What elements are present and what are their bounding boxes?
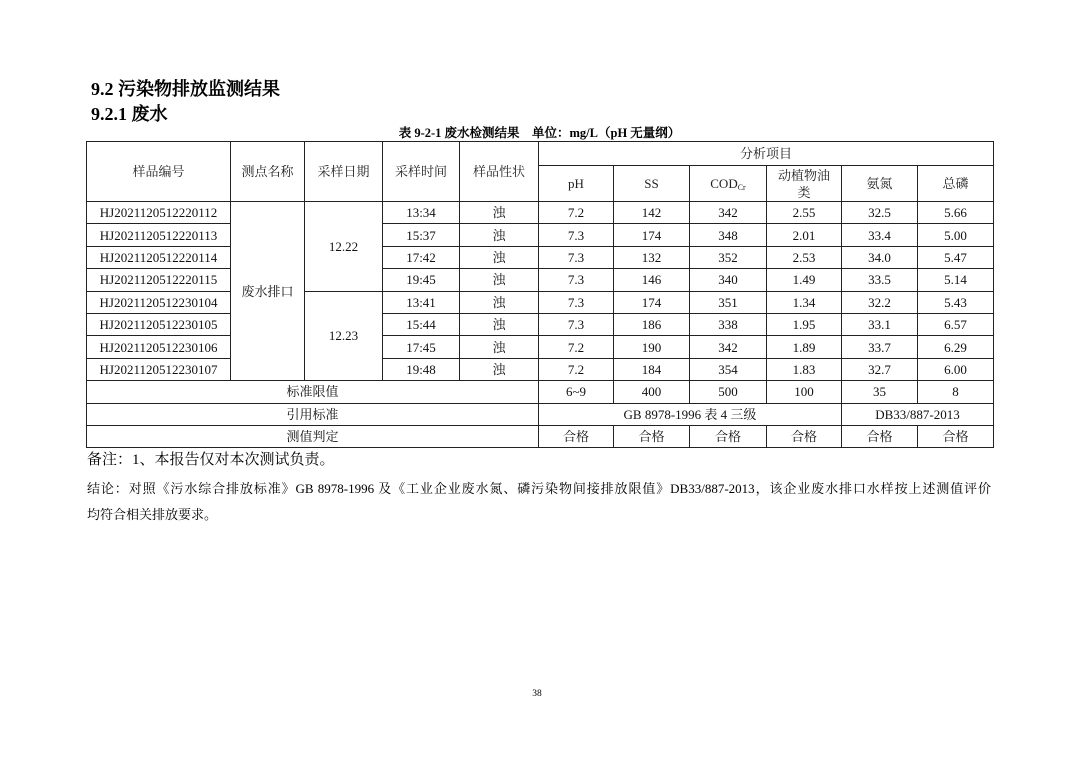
cell-phosphorus: 5.14 (918, 269, 994, 291)
cell-cod: 338 (690, 313, 767, 335)
cell-appearance: 浊 (460, 269, 539, 291)
limit-oil: 100 (767, 381, 842, 403)
cell-sample-id: HJ2021120512230107 (87, 358, 231, 380)
cell-ss: 132 (614, 246, 690, 268)
cell-ss: 184 (614, 358, 690, 380)
cell-date: 12.23 (305, 291, 383, 381)
cell-ss: 174 (614, 291, 690, 313)
cell-time: 15:37 (383, 224, 460, 246)
cell-ph: 7.3 (539, 291, 614, 313)
cell-cod: 342 (690, 336, 767, 358)
cell-phosphorus: 5.43 (918, 291, 994, 313)
cell-ammonia: 32.7 (842, 358, 918, 380)
cell-ss: 146 (614, 269, 690, 291)
header-cod-label: COD (710, 176, 738, 191)
cell-appearance: 浊 (460, 202, 539, 224)
cell-ph: 7.2 (539, 336, 614, 358)
conclusion-line-2: 均符合相关排放要求。 (87, 507, 218, 522)
cell-appearance: 浊 (460, 246, 539, 268)
cell-cod: 348 (690, 224, 767, 246)
cell-sample-id: HJ2021120512230104 (87, 291, 231, 313)
cell-appearance: 浊 (460, 224, 539, 246)
table-row (87, 224, 994, 246)
header-ammonia: 氨氮 (842, 166, 918, 202)
cell-oil: 1.83 (767, 358, 842, 380)
cell-ph: 7.3 (539, 224, 614, 246)
reference-standard-gb: GB 8978-1996 表 4 三级 (539, 403, 842, 425)
cell-sample-id: HJ2021120512220115 (87, 269, 231, 291)
cell-phosphorus: 6.57 (918, 313, 994, 335)
table-caption: 表 9-2-1 废水检测结果 单位：mg/L（pH 无量纲） (398, 126, 681, 140)
cell-sample-id: HJ2021120512220114 (87, 246, 231, 268)
page-number: 38 (532, 689, 542, 699)
limit-cod: 500 (690, 381, 767, 403)
cell-ammonia: 33.7 (842, 336, 918, 358)
limits-label: 标准限值 (87, 381, 539, 403)
cell-ph: 7.3 (539, 313, 614, 335)
judgement-ph: 合格 (539, 425, 614, 447)
cell-oil: 1.89 (767, 336, 842, 358)
cell-oil: 1.95 (767, 313, 842, 335)
header-ph: pH (539, 166, 614, 202)
cell-phosphorus: 5.47 (918, 246, 994, 268)
cell-cod: 351 (690, 291, 767, 313)
reference-label: 引用标准 (87, 403, 539, 425)
table-row (87, 336, 994, 358)
cell-cod: 340 (690, 269, 767, 291)
cell-oil: 2.53 (767, 246, 842, 268)
cell-oil: 2.55 (767, 202, 842, 224)
table-row (87, 313, 994, 335)
header-time: 采样时间 (383, 142, 460, 202)
cell-location: 废水排口 (231, 202, 305, 381)
header-cod (690, 166, 767, 202)
cell-appearance: 浊 (460, 291, 539, 313)
cell-ammonia: 32.5 (842, 202, 918, 224)
table-row (87, 202, 994, 224)
header-row (87, 142, 994, 166)
cell-date: 12.22 (305, 202, 383, 292)
header-date: 采样日期 (305, 142, 383, 202)
conclusion-line-1: 结论：对照《污水综合排放标准》GB 8978-1996 及《工业企业废水氮、磷污染物间接排放限值》DB33/887-2013，该企业废水排口水样按上述测值评价 (87, 481, 991, 496)
judgement-oil: 合格 (767, 425, 842, 447)
cell-cod: 352 (690, 246, 767, 268)
table-row (87, 246, 994, 268)
cell-sample-id: HJ2021120512220112 (87, 202, 231, 224)
cell-ammonia: 34.0 (842, 246, 918, 268)
section-heading: 9.2 污染物排放监测结果 (91, 79, 280, 99)
header-cod-subscript: Cr (737, 183, 746, 192)
cell-time: 19:45 (383, 269, 460, 291)
cell-ph: 7.2 (539, 202, 614, 224)
header-oil-label: 动植物油类 (777, 167, 830, 200)
limit-ph: 6~9 (539, 381, 614, 403)
cell-ss: 142 (614, 202, 690, 224)
cell-sample-id: HJ2021120512230106 (87, 336, 231, 358)
header-appearance: 样品性状 (460, 142, 539, 202)
cell-appearance: 浊 (460, 313, 539, 335)
table-row (87, 269, 994, 291)
judgement-ss: 合格 (614, 425, 690, 447)
cell-sample-id: HJ2021120512230105 (87, 313, 231, 335)
header-oil (767, 166, 842, 202)
cell-ph: 7.3 (539, 269, 614, 291)
judgement-phosphorus: 合格 (918, 425, 994, 447)
cell-ss: 186 (614, 313, 690, 335)
limit-ammonia: 35 (842, 381, 918, 403)
table-row (87, 358, 994, 380)
limit-ss: 400 (614, 381, 690, 403)
cell-sample-id: HJ2021120512220113 (87, 224, 231, 246)
header-phosphorus: 总磷 (918, 166, 994, 202)
cell-phosphorus: 5.00 (918, 224, 994, 246)
table-row (87, 291, 994, 313)
cell-appearance: 浊 (460, 336, 539, 358)
cell-time: 13:41 (383, 291, 460, 313)
cell-time: 13:34 (383, 202, 460, 224)
remark-note: 备注：1、本报告仅对本次测试负责。 (87, 452, 335, 468)
cell-ammonia: 32.2 (842, 291, 918, 313)
limit-phosphorus: 8 (918, 381, 994, 403)
cell-oil: 1.34 (767, 291, 842, 313)
cell-oil: 2.01 (767, 224, 842, 246)
header-sample-id: 样品编号 (87, 142, 231, 202)
cell-ss: 174 (614, 224, 690, 246)
header-analysis-items: 分析项目 (539, 142, 994, 166)
cell-phosphorus: 5.66 (918, 202, 994, 224)
cell-time: 15:44 (383, 313, 460, 335)
wastewater-results-table (86, 141, 994, 448)
cell-phosphorus: 6.00 (918, 358, 994, 380)
cell-ammonia: 33.5 (842, 269, 918, 291)
limits-row (87, 381, 994, 403)
header-ss: SS (614, 166, 690, 202)
cell-phosphorus: 6.29 (918, 336, 994, 358)
cell-time: 19:48 (383, 358, 460, 380)
reference-row (87, 403, 994, 425)
cell-ammonia: 33.4 (842, 224, 918, 246)
cell-appearance: 浊 (460, 358, 539, 380)
reference-standard-db: DB33/887-2013 (842, 403, 994, 425)
cell-cod: 342 (690, 202, 767, 224)
header-location: 测点名称 (231, 142, 305, 202)
cell-ph: 7.2 (539, 358, 614, 380)
cell-ss: 190 (614, 336, 690, 358)
cell-time: 17:42 (383, 246, 460, 268)
cell-ph: 7.3 (539, 246, 614, 268)
cell-time: 17:45 (383, 336, 460, 358)
cell-oil: 1.49 (767, 269, 842, 291)
judgement-label: 测值判定 (87, 425, 539, 447)
judgement-cod: 合格 (690, 425, 767, 447)
judgement-ammonia: 合格 (842, 425, 918, 447)
cell-ammonia: 33.1 (842, 313, 918, 335)
judgement-row (87, 425, 994, 447)
cell-cod: 354 (690, 358, 767, 380)
subsection-heading: 9.2.1 废水 (91, 104, 168, 124)
